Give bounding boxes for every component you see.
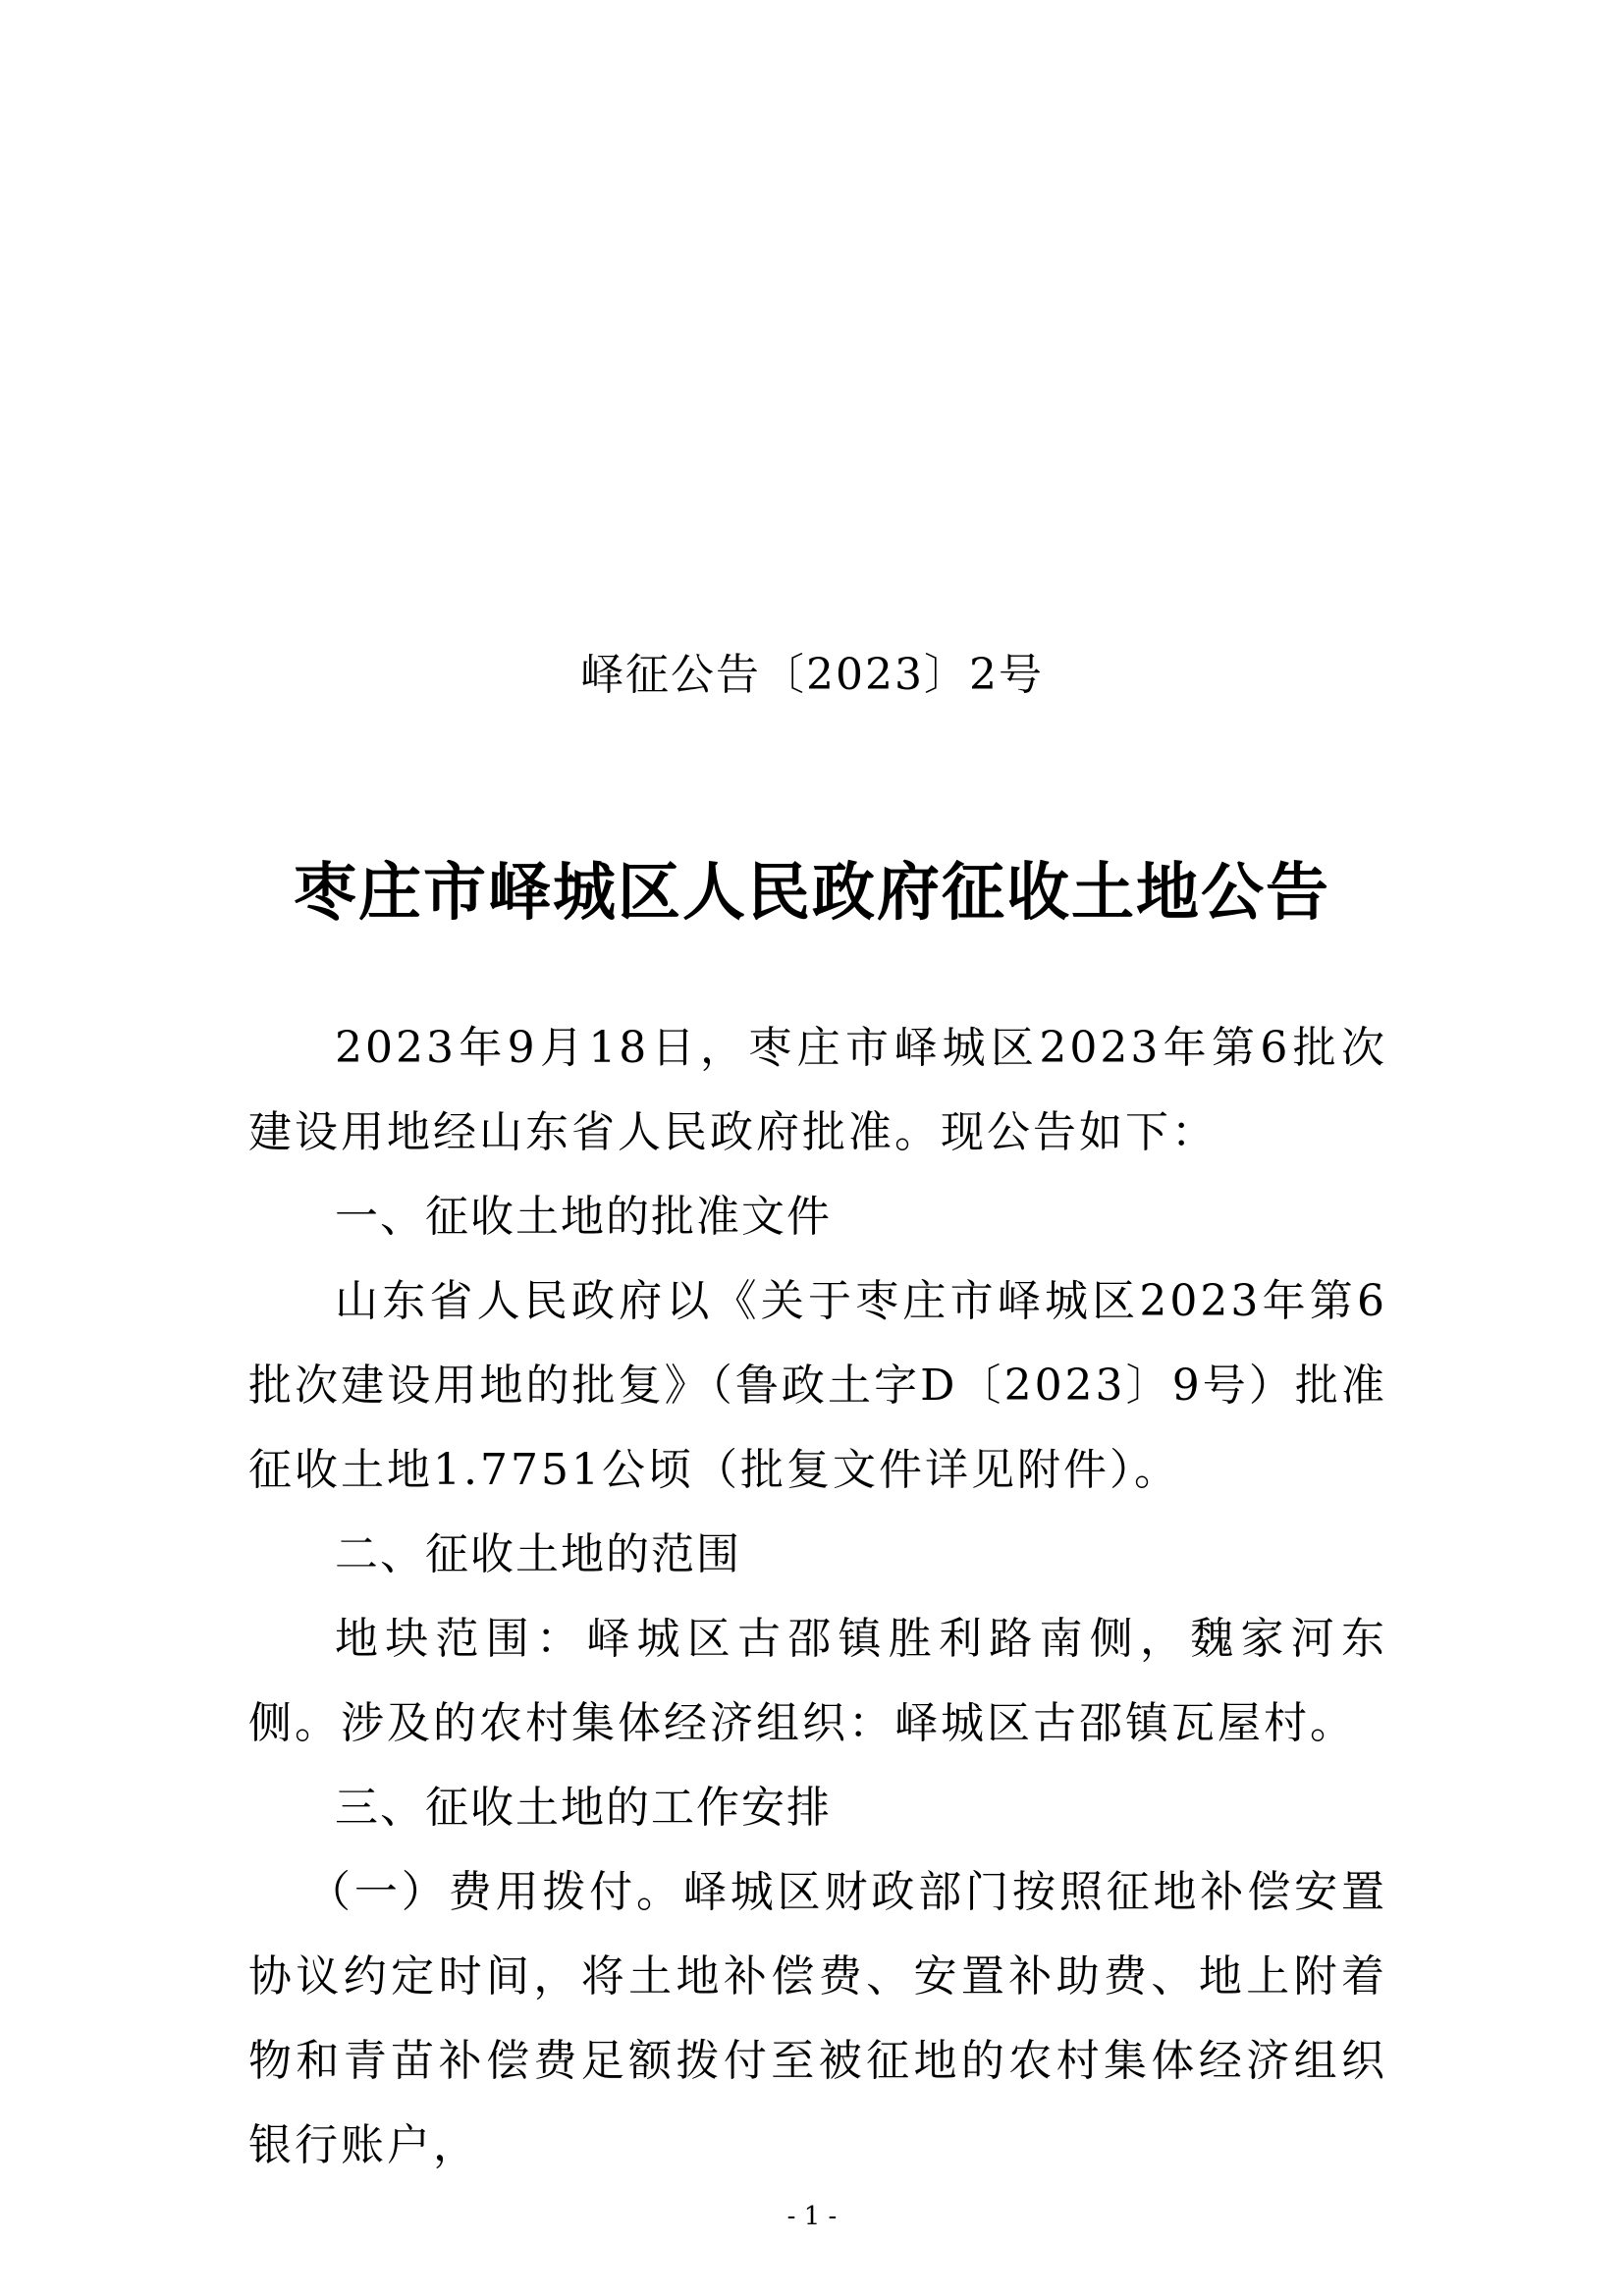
document-title: 枣庄市峄城区人民政府征收土地公告 — [294, 856, 1330, 930]
section-3-heading: 三、征收土地的工作安排 — [335, 1783, 832, 1833]
section-1-paragraph: 山东省人民政府以《关于枣庄市峄城区2023年第6批次建设用地的批复》（鲁政土字D〔2023〕9号）批准征收土地1.7751公顷（批复文件详见附件）。 — [248, 1276, 1387, 1495]
document-body — [248, 1006, 1387, 2188]
document-number: 峄征公告〔2023〕2号 — [580, 650, 1044, 700]
section-2-paragraph: 地块范围：峄城区古邵镇胜利路南侧，魏家河东侧。涉及的农村集体经济组织：峄城区古邵镇瓦屋村。 — [248, 1614, 1387, 1748]
section-2-heading: 二、征收土地的范围 — [335, 1529, 741, 1579]
section-3-item-1-paragraph: （一）费用拨付。峄城区财政部门按照征地补偿安置协议约定时间，将土地补偿费、安置补助费、地上附着物和青苗补偿费足额拨付至被征地的农村集体经济组织银行账户， — [248, 1867, 1387, 2170]
page-number: - 1 - — [786, 2202, 838, 2231]
intro-paragraph: 2023年9月18日，枣庄市峄城区2023年第6批次建设用地经山东省人民政府批准。现公告如下： — [248, 1023, 1387, 1157]
section-1-heading: 一、征收土地的批准文件 — [335, 1192, 832, 1242]
